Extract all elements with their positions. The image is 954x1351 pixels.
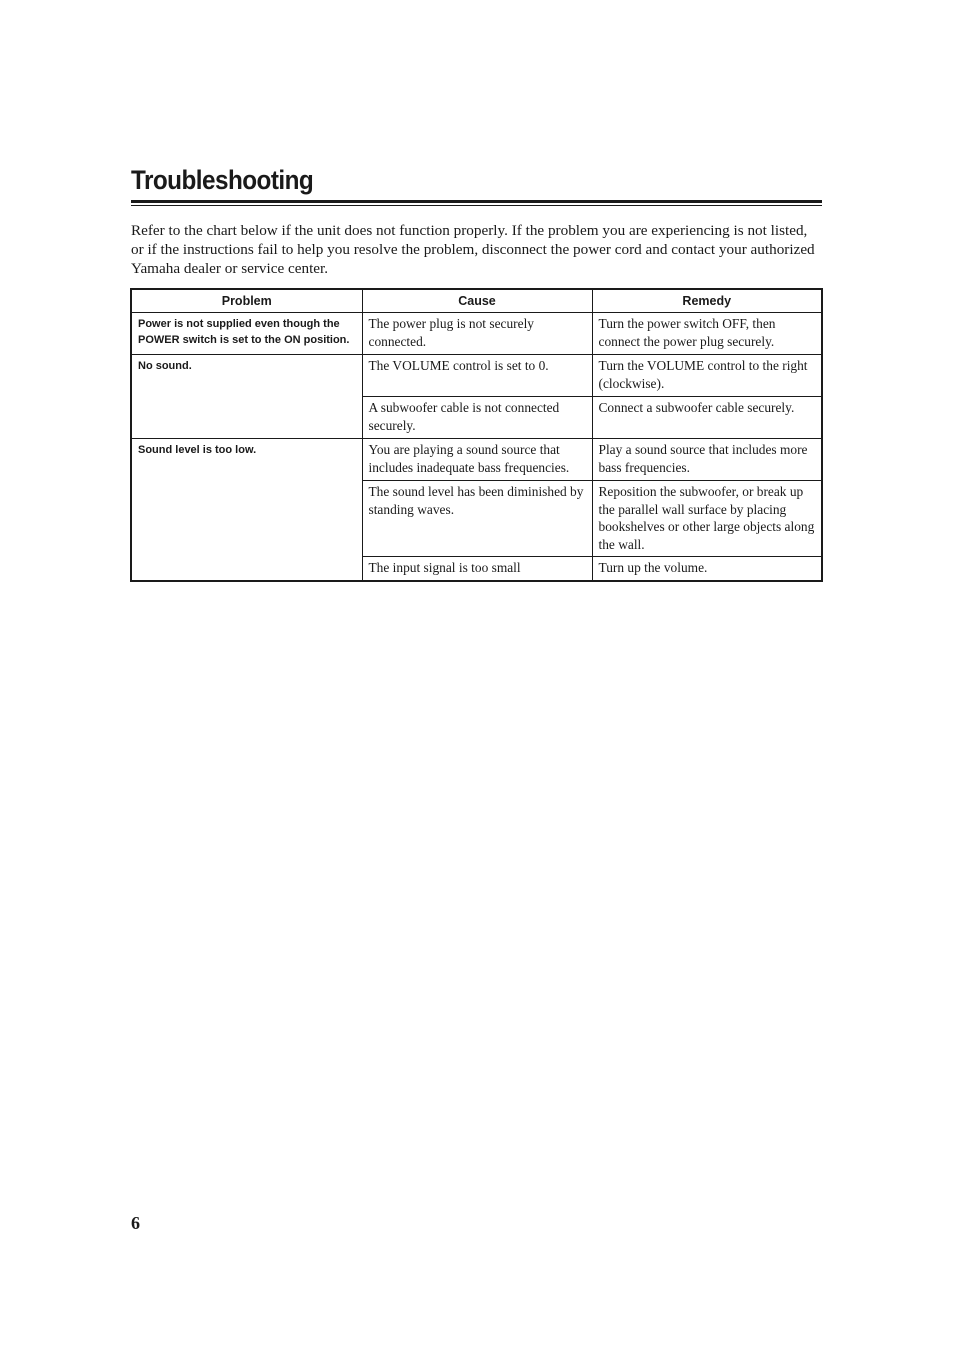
troubleshooting-table bbox=[130, 288, 823, 582]
cause-cell: The sound level has been diminished by standing waves. bbox=[362, 481, 592, 557]
cause-cell: You are playing a sound source that includes inadequate bass frequencies. bbox=[362, 439, 592, 481]
table-row bbox=[131, 439, 822, 481]
page-title: Troubleshooting bbox=[131, 165, 314, 195]
table-header-row bbox=[131, 289, 822, 313]
title-rule bbox=[131, 200, 822, 206]
remedy-cell: Turn the VOLUME control to the right (clockwise). bbox=[592, 355, 822, 397]
cause-cell: The input signal is too small bbox=[362, 557, 592, 581]
remedy-cell: Play a sound source that includes more bass frequencies. bbox=[592, 439, 822, 481]
problem-cell: No sound. bbox=[131, 355, 362, 439]
header-cause: Cause bbox=[362, 289, 592, 313]
problem-cell: Sound level is too low. bbox=[131, 439, 362, 581]
table-row bbox=[131, 355, 822, 397]
page-number: 6 bbox=[131, 1213, 140, 1233]
remedy-cell: Reposition the subwoofer, or break up the parallel wall surface by placing bookshelves or other large objects along the wall. bbox=[592, 481, 822, 557]
header-remedy: Remedy bbox=[592, 289, 822, 313]
cause-cell: A subwoofer cable is not connected securely. bbox=[362, 397, 592, 439]
remedy-cell: Connect a subwoofer cable securely. bbox=[592, 397, 822, 439]
cause-cell: The VOLUME control is set to 0. bbox=[362, 355, 592, 397]
header-problem: Problem bbox=[131, 289, 362, 313]
remedy-cell: Turn up the volume. bbox=[592, 557, 822, 581]
intro-paragraph: Refer to the chart below if the unit does not function properly. If the problem you are experiencing is not listed, or if the instructions fail to help you resolve the problem, disconnect the power cord and contact your authorized Yamaha dealer or service center. bbox=[131, 222, 815, 277]
remedy-cell: Turn the power switch OFF, then connect the power plug securely. bbox=[592, 313, 822, 355]
table-row bbox=[131, 313, 822, 355]
cause-cell: The power plug is not securely connected. bbox=[362, 313, 592, 355]
problem-cell: Power is not supplied even though the POWER switch is set to the ON position. bbox=[131, 313, 362, 355]
